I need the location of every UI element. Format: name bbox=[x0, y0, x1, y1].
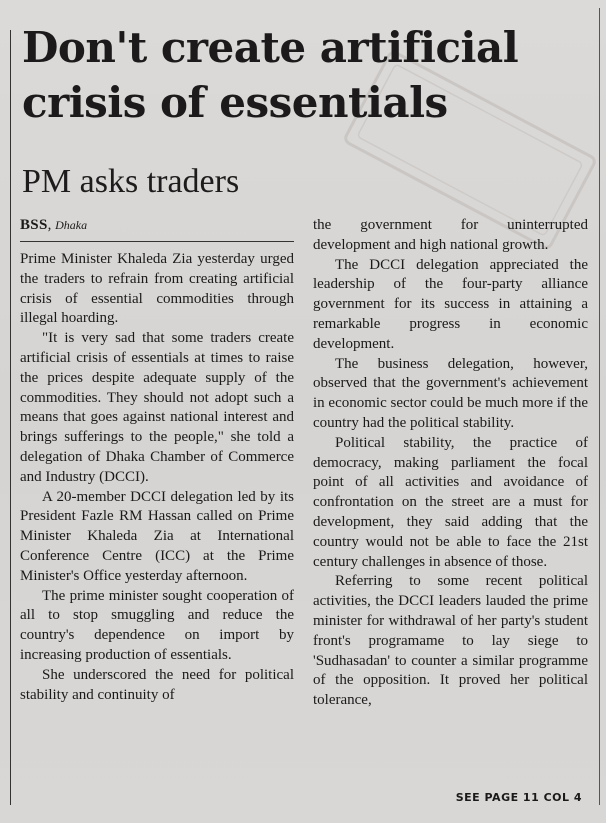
subheadline: PM asks traders bbox=[22, 163, 240, 200]
right-edge-rule bbox=[599, 8, 600, 805]
paragraph: The business delegation, however, observed that the government's achievement in economic sector could be much more if the country had the political stability. bbox=[313, 355, 588, 431]
paragraph: The DCCI delegation appreciated the leadership of the four-party alliance government for its success in attaining a remarkable progress in economic development. bbox=[313, 256, 588, 352]
byline-separator: , bbox=[47, 217, 56, 233]
paragraph: The prime minister sought cooperation of all to stop smuggling and reduce the country's dependence on import by increasing production of essentials. bbox=[20, 587, 294, 663]
continuation-jump-line: SEE PAGE 11 COL 4 bbox=[455, 791, 582, 804]
paragraph: Referring to some recent political activities, the DCCI leaders lauded the prime minister for withdrawal of her party's student front's programame to lay siege to 'Sudhasadan' to counter a similar programme of the opposition. It proved her political tolerance, bbox=[313, 573, 588, 709]
paragraph: Political stability, the practice of democracy, making parliament the focal point of all activities and avoidance of confrontation on the street are a must for development, they said adding that the country would not be able to face the 21st century challenges in absence of those. bbox=[313, 434, 588, 570]
paragraph: A 20-member DCCI delegation led by its President Fazle RM Hassan called on Prime Minister Khaleda Zia at International Conference Centre (ICC) at the Prime Minister's Office yesterday afternoon. bbox=[20, 488, 294, 584]
byline bbox=[20, 214, 294, 242]
paragraph: Prime Minister Khaleda Zia yesterday urged the traders to refrain from creating artificial crisis of essential commodities through illegal hoarding. bbox=[20, 251, 294, 327]
byline-agency: BSS bbox=[20, 217, 48, 233]
paragraph: She underscored the need for political stability and continuity of bbox=[20, 666, 294, 703]
right-column bbox=[313, 216, 588, 711]
paragraph: "It is very sad that some traders create artificial crisis of essentials at times to raise the prices despite adequate supply of the commodities. They should not adopt such a means that goes against national interest and brings sufferings to the people," she told a delegation of Dhaka Chamber of Commerce and Industry (DCCI). bbox=[20, 330, 294, 485]
paragraph: the government for uninterrupted development and high national growth. bbox=[313, 217, 588, 253]
left-column bbox=[20, 214, 294, 705]
headline: Don't create artificial crisis of essentials bbox=[22, 23, 519, 127]
left-column-rule bbox=[10, 30, 11, 805]
byline-location: Dhaka bbox=[55, 218, 88, 232]
